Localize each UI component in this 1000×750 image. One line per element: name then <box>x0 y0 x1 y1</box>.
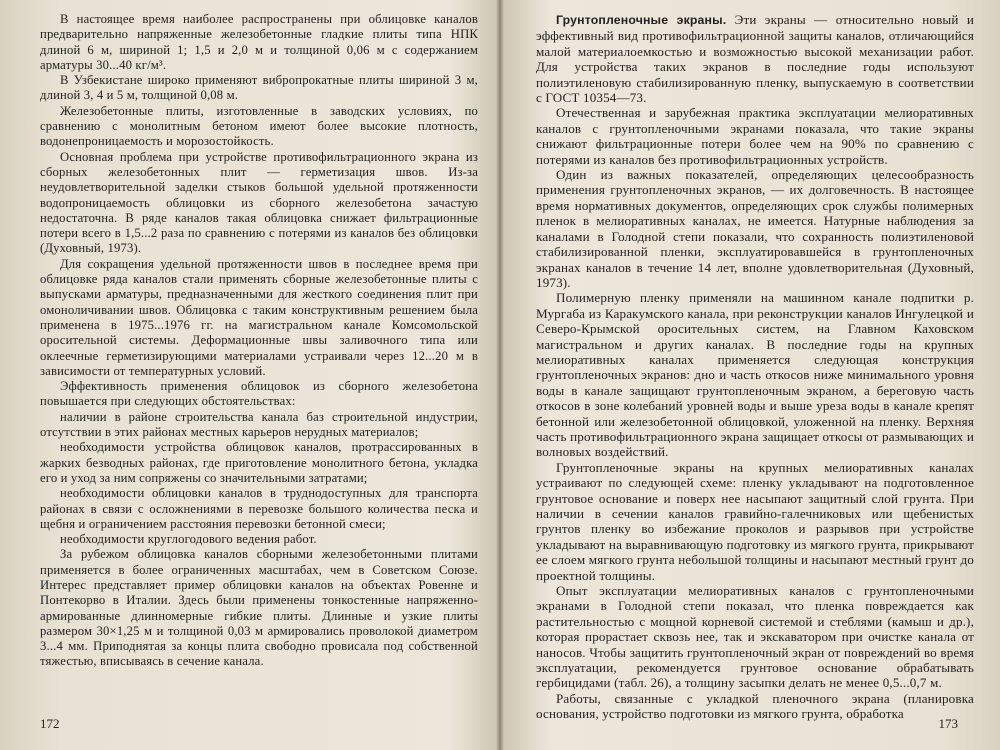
section-heading: Грунтопленочные экраны. <box>556 13 727 27</box>
paragraph: Для сокращения удельной протяженности швов в последнее время при облицовке ряда каналов стали применять сборные железобетонные плиты с выпусками арматуры, предназначенными для жесткого соединения плит при омоноличивании швов. Облицовка с таким конструктивным решением была применена в 1975...1976 гг. на магистральном канале Комсомольской оросительной системы. Деформационные швы заливочного типа или оклеечные герметизирующими материалами устраивали через 12...20 м в зависимости от температурных условий. <box>40 256 478 378</box>
list-item: наличии в районе строительства канала баз строительной индустрии, отсутствии в этих районах местных карьеров нерудных материалов; <box>40 409 478 440</box>
paragraph: Работы, связанные с укладкой пленочного экрана (планировка основания, устройство подготовки из мягкого грунта, обработка <box>536 690 974 722</box>
page-number: 173 <box>938 716 958 731</box>
paragraph: Отечественная и зарубежная практика эксплуатации мелиоративных каналов с грунтопленочными экранами показала, что такие экраны снижают фильтрационные потери более чем на 90% по сравнению с потерями из каналов без противофильтрационных устройств. <box>536 105 974 167</box>
paragraph: Грунтопленочные экраны на крупных мелиоративных каналах устраивают по следующей схеме: пленку укладывают на подготовленное грунтовое основание и поверх нее насыпают защитный слой грунта. При наличии в сечении каналов гравийно-галечниковых или щебенистых грунтов пленку во избежание проколов и разрывов при устройстве укладывают на выравнивающую подготовку из мягкого грунта, прикрывают ее слоем мягкого грунта небольшой толщины и насыпают местный грунт до проектной толщины. <box>536 459 974 583</box>
right-page <box>500 0 1000 750</box>
paragraph: Железобетонные плиты, изготовленные в заводских условиях, по сравнению с монолитным бетоном имеют более высокие плотность, водонепроницаемость и морозостойкость. <box>40 103 478 149</box>
paragraph: В настоящее время наиболее распространены при облицовке каналов предварительно напряженные железобетонные гладкие плиты типа НПК длиной 6 м, шириной 1; 1,5 и 2,0 м и толщиной 0,06 м с содержанием арматуры 30...40 кг/м³. <box>40 12 478 72</box>
paragraph: За рубежом облицовка каналов сборными железобетонными плитами применяется в более ограниченных масштабах, чем в Советском Союзе. Интерес представляет пример облицовки каналов на объектах Ровенне и Понтекорво в Италии. Здесь были применены тонкостенные напряженно-армированные длинномерные гибкие плиты. Длинные и узкие плиты размером 30×1,25 м и толщиной 0,03 м армировались проволокой диаметром 3...4 мм. Приподнятая за концы плита свободно провисала под собственной тяжестью, вписываясь в сечение канала. <box>40 547 478 669</box>
paragraph: Основная проблема при устройстве противофильтрационного экрана из сборных железобетонных плит — герметизация швов. Из-за неудовлетворительной заделки стыков большой удельной протяженности водопроницаемость облицовки из сборного железобетона зачастую недостаточна. В ряде каналов такая облицовка снижает фильтрационные потери всего в 1,5...2 раза по сравнению с потерями из каналов без облицовки (Духовный, 1973). <box>40 149 478 256</box>
page-number: 172 <box>40 716 60 731</box>
paragraph: Опыт эксплуатации мелиоративных каналов с грунтопленочными экранами в Голодной степи показал, что пленка повреждается как растительностью с мощной корневой системой и стеблями (камыш и др.), которая прорастает сквозь нее, так и экскаватором при очистке канала от наносов. Чтобы защитить грунтопленочный экран от повреждений во время эксплуатации, рекомендуется грунтовое основание обрабатывать гербицидами (табл. 26), а толщину засыпки делать не менее 0,5...0,7 м. <box>536 583 974 691</box>
list-item: необходимости облицовки каналов в труднодоступных для транспорта районах в связи с осложнениями в перевозке большого количества песка и щебня и ограничением расстояния перевозки бетонной смеси; <box>40 486 478 531</box>
paragraph <box>536 12 974 105</box>
paragraph: Один из важных показателей, определяющих целесообразность применения грунтопленочных экранов, — их долговечность. В настоящее время нормативных документов, определяющих срок службы полимерных пленок в мелиоративных каналах, не имеется. Натурные наблюдения за каналами в Голодной степи показали, что сохранность полиэтиленовой стабилизированной пленки, эксплуатировавшейся в грунтопленочных экранах каналов в течение 14 лет, вполне удовлетворительная (Духовный, 1973). <box>536 167 974 290</box>
paragraph: Полимерную пленку применяли на машинном канале подпитки р. Мургаба из Каракумского канала, при реконструкции каналов Ингулецкой и Северо-Крымской оросительных систем, на Главном Каховском магистральном и других каналах. В последние годы на крупных мелиоративных каналах применяется следующая конструкция грунтопленочных экранов: дно и часть откосов ниже минимального уровня воды в канале защищают грунтопленочным экраном, а береговую часть откосов в зоне колебаний уровней воды и выше уреза воды в канале крепят бетонной или железобетонной облицовкой, уложенной на пленку. Верхняя часть противофильтрационного экрана защищает откосы от размывающих и волновых воздействий. <box>536 290 974 460</box>
paragraph: Эффективность применения облицовок из сборного железобетона повышается при следующих обстоятельствах: <box>40 379 478 409</box>
paragraph: В Узбекистане широко применяют вибропрокатные плиты шириной 3 м, длиной 3, 4 и 5 м, толщиной 0,08 м. <box>40 73 478 103</box>
paragraph-text: Эти экраны — относительно новый и эффективный вид противофильтрационной защиты каналов, отличающийся малой материалоемкостью и возможностью высокой механизации работ. Для устройства таких экранов в последние годы используют полиэтиленовую стабилизированную пленку, выпускаемую в соответствии с ГОСТ 10354—73. <box>536 12 974 106</box>
list-item: необходимости устройства облицовок каналов, протрассированных в жарких безводных районах, где приготовление монолитного бетона, укладка его и уход за ним сопряжены со значительными затратами; <box>40 440 478 485</box>
list-item: необходимости круглогодового ведения работ. <box>60 532 317 547</box>
